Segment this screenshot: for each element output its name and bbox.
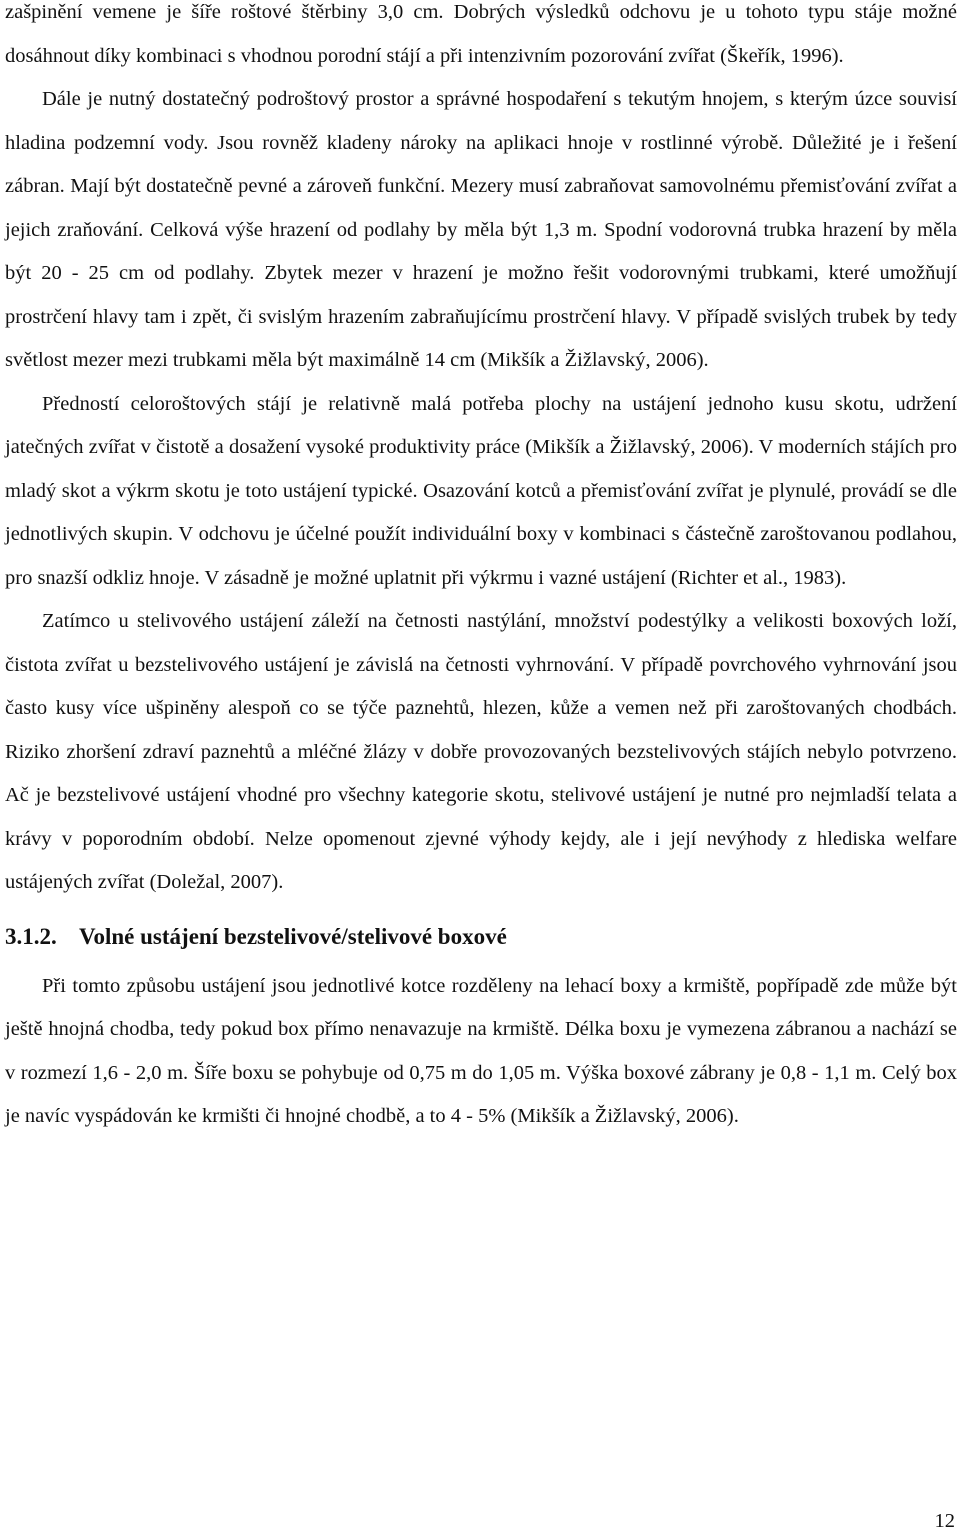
paragraph-slatted-advantages: Předností celoroštových stájí je relativně malá potřeba plochy na ustájení jednoho kusu skotu, udržení jatečných zvířat v čistotě a dosažení vysoké produktivity práce (Mikšík a Žižlavský, 2006). V moderních stájích pro mladý skot a výkrm skotu je toto ustájení typické. Osazování kotců a přemisťování zvířat je plynulé, provádí se dle jednotlivých skupin. V odchovu je účelné použít individuální boxy v kombinaci s částečně zaroštovanou podlahou, pro snazší odkliz hnoje. V zásadně je možné uplatnit při výkrmu i vazné ustájení (Richter et al., 1983). — [5, 392, 957, 589]
page-number: 12 — [934, 1510, 955, 1532]
section-title: Volné ustájení bezstelivové/stelivové boxové — [79, 923, 507, 949]
paragraph-bedding-comparison: Zatímco u stelivového ustájení záleží na četnosti nastýlání, množství podestýlky a velikosti boxových loží, čistota zvířat u bezstelivového ustájení je závislá na četnosti vyhrnování. V případě povrchového vyhrnování jsou často kusy více ušpiněny alespoň co se týče paznehtů, hlezen, kůže a vemen než při zaroštovaných chodbách. Riziko zhoršení zdraví paznehtů a mléčné žlázy v dobře provozovaných bezstelivových stájích nebylo potvrzeno. Ač je bezstelivové ustájení vhodné pro všechny kategorie skotu, stelivové ustájení je nutné pro nejmladší telata a krávy v poporodním období. Nelze opomenout zjevné výhody kejdy, ale i její nevýhody z hlediska welfare ustájených zvířat (Doležal, 2007). — [5, 610, 957, 893]
paragraph-continued: zašpinění vemene je šíře roštové štěrbiny 3,0 cm. Dobrých výsledků odchovu je u tohoto typu stáje možné dosáhnout díky kombinaci s vhodnou porodní stájí a při intenzivním pozorování zvířat (Škeřík, 1996). — [5, 1, 957, 67]
section-number: 3.1.2. — [5, 923, 57, 949]
section-heading — [5, 919, 957, 955]
paragraph-box-housing: Při tomto způsobu ustájení jsou jednotlivé kotce rozděleny na lehací boxy a krmiště, popřípadě zde může být ještě hnojná chodba, tedy pokud box přímo nenavazuje na krmiště. Délka boxu je vymezena zábranou a nachází se v rozmezí 1,6 - 2,0 m. Šíře boxu se pohybuje od 0,75 m do 1,05 m. Výška boxové zábrany je 0,8 - 1,1 m. Celý box je navíc vyspádován ke krmišti či hnojné chodbě, a to 4 - 5% (Mikšík a Žižlavský, 2006). — [5, 974, 957, 1127]
paragraph-barriers: Dále je nutný dostatečný podroštový prostor a správné hospodaření s tekutým hnojem, s kterým úzce souvisí hladina podzemní vody. Jsou rovněž kladeny nároky na aplikaci hnoje v rostlinné výrobě. Důležité je i řešení zábran. Mají být dostatečně pevné a zároveň funkční. Mezery musí zabraňovat samovolnému přemisťování zvířat a jejich zraňování. Celková výše hrazení od podlahy by měla být 1,3 m. Spodní vodorovná trubka hrazení by měla být 20 - 25 cm od podlahy. Zbytek mezer v hrazení je možno řešit vodorovnými trubkami, které umožňují prostrčení hlavy tam i zpět, či svislým hrazením zabraňujícímu prostrčení hlavy. V případě svislých trubek by tedy světlost mezer mezi trubkami měla být maximálně 14 cm (Mikšík a Žižlavský, 2006). — [5, 88, 957, 371]
document-page — [5, 0, 957, 1139]
